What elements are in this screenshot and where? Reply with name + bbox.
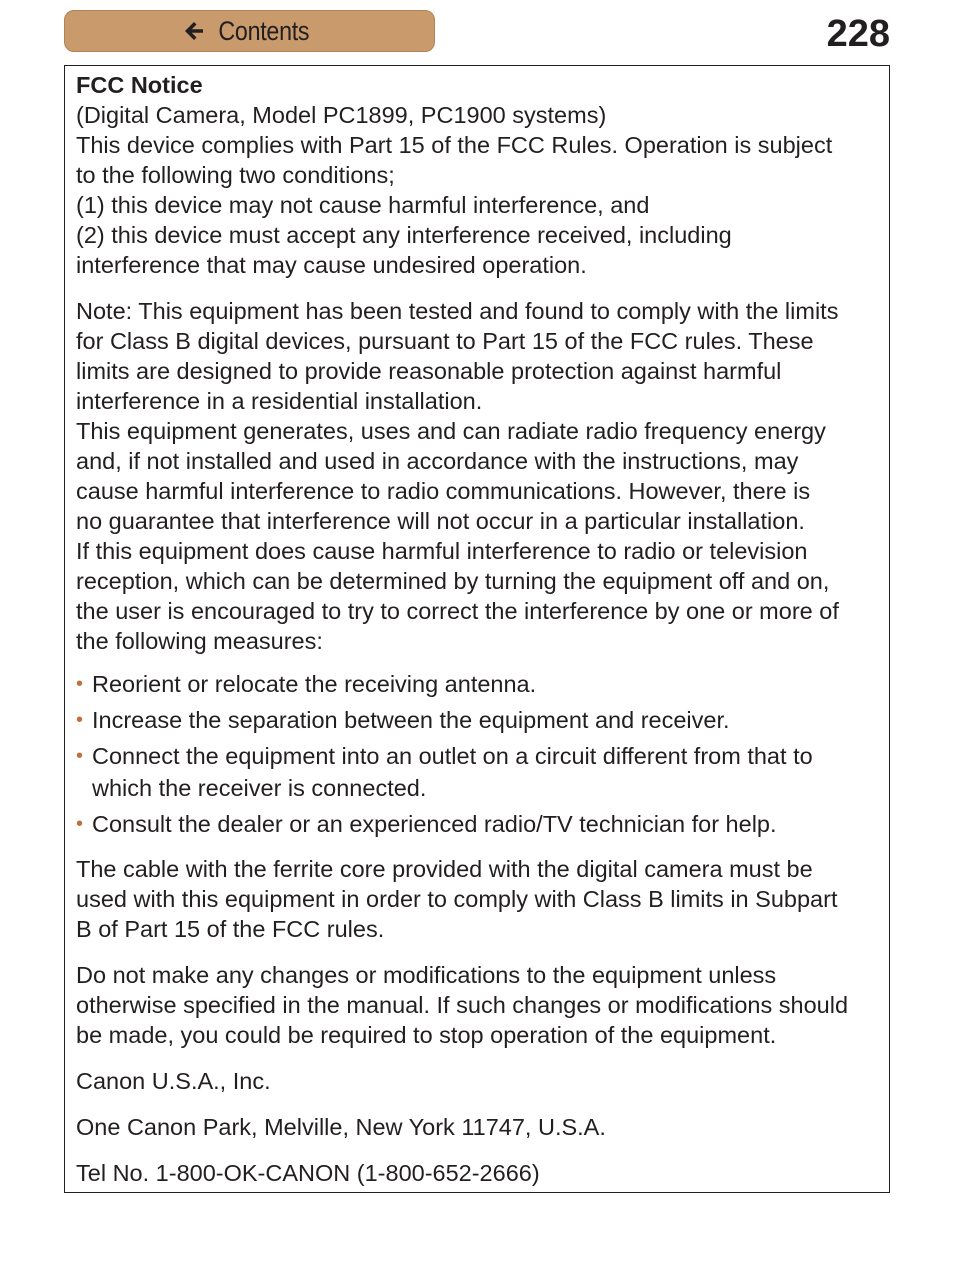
modification-line: be made, you could be required to stop operation of the equipment. bbox=[76, 1022, 777, 1048]
list-item-text: Reorient or relocate the receiving antenna. bbox=[92, 671, 537, 697]
note-line: and, if not installed and used in accordance with the instructions, may bbox=[76, 448, 799, 474]
notice-line: (Digital Camera, Model PC1899, PC1900 systems) bbox=[76, 102, 607, 128]
list-item bbox=[76, 740, 879, 804]
notice-line: (1) this device may not cause harmful interference, and bbox=[76, 192, 650, 218]
notice-title: FCC Notice bbox=[76, 72, 203, 98]
company-name: Canon U.S.A., Inc. bbox=[76, 1068, 271, 1094]
note-line: limits are designed to provide reasonable protection against harmful bbox=[76, 358, 782, 384]
modification-line: Do not make any changes or modifications to the equipment unless bbox=[76, 962, 777, 988]
note-line: the user is encouraged to try to correct the interference by one or more of bbox=[76, 598, 839, 624]
measures-list bbox=[76, 668, 879, 840]
bullet-icon: • bbox=[76, 813, 84, 835]
contents-label: Contents bbox=[218, 15, 309, 46]
list-item-text: Consult the dealer or an experienced radio/TV technician for help. bbox=[92, 811, 777, 837]
modification-line: otherwise specified in the manual. If such changes or modifications should bbox=[76, 992, 849, 1018]
cable-line: The cable with the ferrite core provided with the digital camera must be bbox=[76, 856, 813, 882]
note-line: Note: This equipment has been tested and found to comply with the limits bbox=[76, 298, 839, 324]
list-item bbox=[76, 668, 879, 700]
cable-line: B of Part 15 of the FCC rules. bbox=[76, 916, 385, 942]
note-line: If this equipment does cause harmful interference to radio or television bbox=[76, 538, 808, 564]
notice-line: interference that may cause undesired operation. bbox=[76, 252, 587, 278]
company-address: One Canon Park, Melville, New York 11747, U.S.A. bbox=[76, 1114, 606, 1140]
notice-line: This device complies with Part 15 of the FCC Rules. Operation is subject bbox=[76, 132, 833, 158]
note-line: the following measures: bbox=[76, 628, 323, 654]
note-line: This equipment generates, uses and can radiate radio frequency energy bbox=[76, 418, 826, 444]
list-item-text: Increase the separation between the equipment and receiver. bbox=[92, 707, 730, 733]
list-item bbox=[76, 808, 879, 840]
list-item-text: Connect the equipment into an outlet on a circuit different from that to which the receiver is connected. bbox=[92, 743, 813, 801]
note-line: cause harmful interference to radio communications. However, there is bbox=[76, 478, 811, 504]
bullet-icon: • bbox=[76, 745, 84, 767]
arrow-left-icon bbox=[183, 20, 205, 42]
note-line: for Class B digital devices, pursuant to Part 15 of the FCC rules. These bbox=[76, 328, 814, 354]
contents-button[interactable] bbox=[64, 10, 435, 52]
note-line: no guarantee that interference will not occur in a particular installation. bbox=[76, 508, 805, 534]
page-number: 228 bbox=[826, 13, 890, 55]
notice-line: to the following two conditions; bbox=[76, 162, 395, 188]
bullet-icon: • bbox=[76, 673, 84, 695]
bullet-icon: • bbox=[76, 709, 84, 731]
notice-line: (2) this device must accept any interference received, including bbox=[76, 222, 732, 248]
fcc-notice-box bbox=[64, 65, 890, 1193]
note-line: interference in a residential installation. bbox=[76, 388, 483, 414]
company-phone: Tel No. 1-800-OK-CANON (1-800-652-2666) bbox=[76, 1160, 540, 1186]
list-item bbox=[76, 704, 879, 736]
note-line: reception, which can be determined by turning the equipment off and on, bbox=[76, 568, 830, 594]
cable-line: used with this equipment in order to comply with Class B limits in Subpart bbox=[76, 886, 838, 912]
